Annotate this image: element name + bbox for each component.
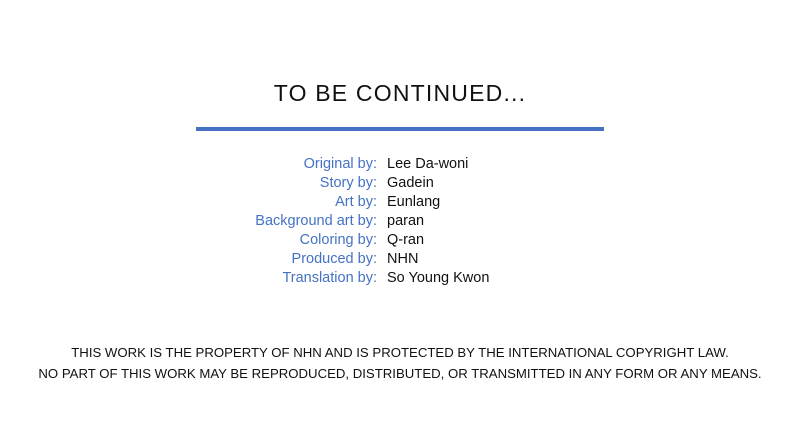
credit-role: Translation by:	[282, 270, 377, 286]
page-title: TO BE CONTINUED...	[273, 80, 527, 106]
credits-list	[0, 156, 800, 289]
credit-name: Eunlang	[387, 194, 441, 210]
credit-role: Produced by:	[291, 251, 377, 267]
legal-notice	[0, 342, 800, 384]
list-item	[191, 156, 609, 172]
credit-role: Art by:	[335, 194, 377, 210]
list-item	[191, 175, 609, 191]
credit-name: So Young Kwon	[387, 270, 490, 286]
credit-role: Story by:	[319, 175, 377, 191]
list-item	[191, 251, 609, 267]
credit-name: Lee Da-woni	[387, 156, 469, 172]
credit-role: Background art by:	[255, 213, 377, 229]
credit-name: NHN	[387, 251, 419, 267]
list-item	[191, 213, 609, 229]
list-item	[191, 194, 609, 210]
credit-name: paran	[387, 213, 425, 229]
credit-name: Q-ran	[387, 232, 425, 248]
credit-name: Gadein	[387, 175, 434, 191]
legal-line-2: NO PART OF THIS WORK MAY BE REPRODUCED, DISTRIBUTED, OR TRANSMITTED IN ANY FORM OR ANY MEANS.	[38, 366, 762, 381]
divider-rule	[196, 127, 604, 131]
credit-role: Original by:	[303, 156, 377, 172]
list-item	[191, 270, 609, 286]
list-item	[191, 232, 609, 248]
legal-line-1: THIS WORK IS THE PROPERTY OF NHN AND IS PROTECTED BY THE INTERNATIONAL COPYRIGHT LAW.	[71, 345, 729, 360]
credit-role: Coloring by:	[299, 232, 377, 248]
